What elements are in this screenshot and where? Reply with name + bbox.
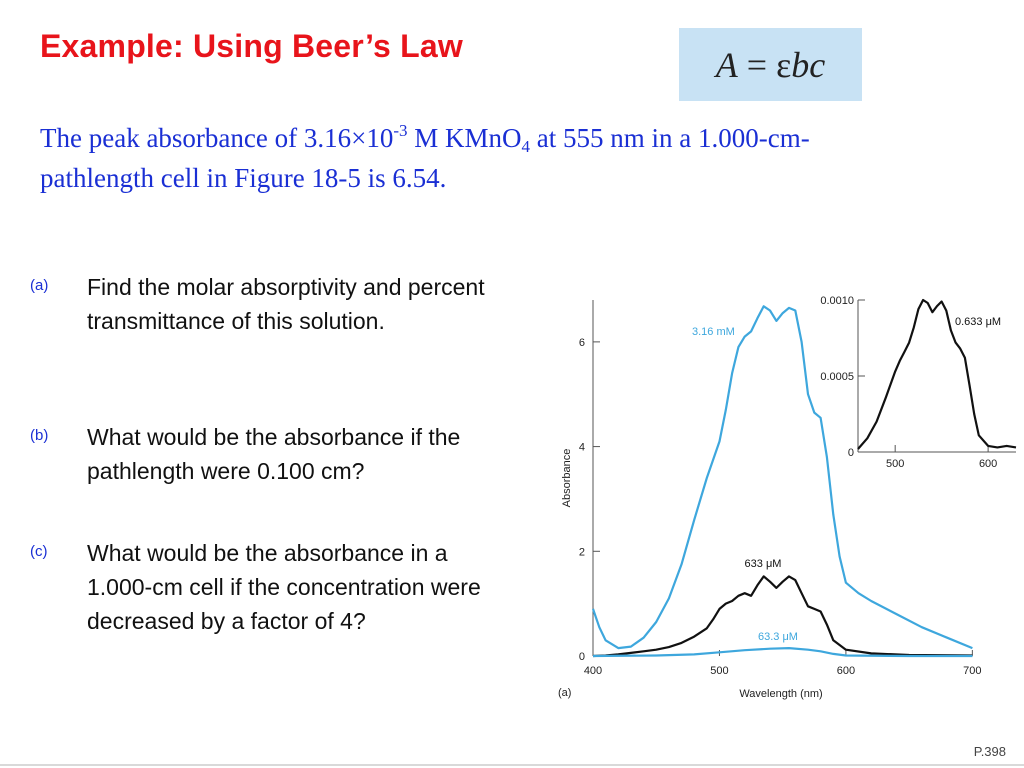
- footer-divider: [0, 764, 1024, 766]
- curve-3-16mM: [593, 306, 972, 648]
- slide-title: Example: Using Beer’s Law: [40, 28, 463, 64]
- series-label: 63.3 μM: [758, 631, 798, 643]
- problem-statement: The peak absorbance of $3.16\times 10^{-3}$ M KMnO$_4$ at 555 nm in a 1.000-cm-pathlength cell in Figure 18-5 is 6.54.: [40, 121, 810, 193]
- question-label: (b): [30, 427, 49, 444]
- question-text: What would be the absorbance if the pathlength were 0.100 cm?: [87, 424, 461, 484]
- inset-series-label: 0.633 μM: [955, 316, 1002, 328]
- y-tick-label: 0: [578, 651, 585, 663]
- main-spectrum-plot: [558, 300, 982, 700]
- x-tick-label: 500: [710, 665, 729, 677]
- curve-633uM: [593, 576, 972, 656]
- inset-y-tick-label: 0.0005: [820, 371, 854, 383]
- inset-x-tick-label: 600: [978, 458, 998, 470]
- panel-label: (a): [558, 687, 572, 699]
- y-axis-title: Absorbance: [561, 448, 573, 508]
- page-number: P.398: [973, 744, 1006, 759]
- y-tick-label: 6: [578, 336, 585, 349]
- question-label: (c): [30, 543, 48, 560]
- question-text: What would be the absorbance in a 1.000-cm cell if the concentration were decreased by a factor of 4?: [87, 540, 481, 634]
- question-label: (a): [30, 277, 49, 294]
- beers-law-formula: A = εbc: [715, 44, 826, 85]
- y-tick-label: 4: [578, 441, 585, 454]
- y-tick-label: 2: [578, 546, 585, 559]
- inset-spectrum-plot: [820, 295, 1016, 470]
- question-text: Find the molar absorptivity and percent transmittance of this solution.: [87, 274, 485, 334]
- x-axis-title: Wavelength (nm): [739, 688, 823, 700]
- x-tick-label: 400: [583, 665, 603, 677]
- x-tick-label: 600: [836, 665, 856, 677]
- x-tick-label: 700: [963, 665, 982, 677]
- series-label: 633 μM: [744, 558, 782, 570]
- inset-x-tick-label: 500: [885, 458, 905, 470]
- inset-y-tick-label: 0: [847, 447, 854, 459]
- inset-y-tick-label: 0.0010: [820, 295, 854, 307]
- series-label: 3.16 mM: [692, 326, 735, 338]
